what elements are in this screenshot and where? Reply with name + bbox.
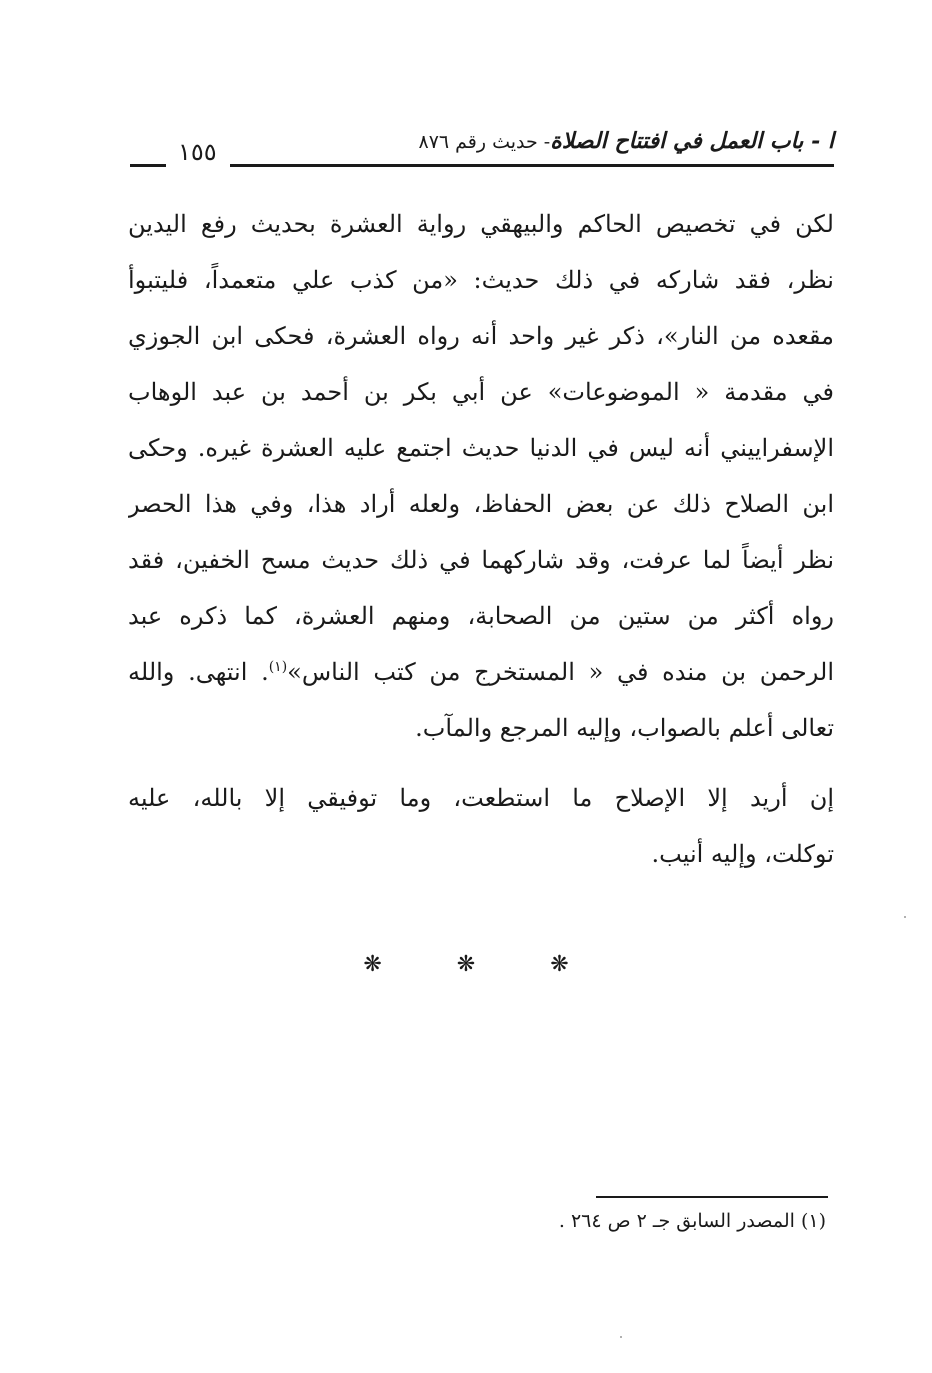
- text-line: توكلت، وإليه أنيب.: [651, 840, 834, 868]
- footnote: (١) المصدر السابق جـ ٢ ص ٢٦٤ .: [558, 1210, 826, 1232]
- main-text: [128, 196, 834, 882]
- page-number-dash: [130, 164, 166, 167]
- text-line-with-footnote: [128, 644, 834, 700]
- header-rule: [230, 164, 834, 167]
- text-line: نظر أيضاً لما عرفت، وقد شاركهما في ذلك حديث مسح الخفين، فقد: [128, 546, 834, 574]
- text-line: لكن في تخصيص الحاكم والبيهقي رواية العشرة بحديث رفع اليدين: [128, 210, 834, 238]
- text-line: مقعده من النار»، ذكر غير واحد أنه رواه العشرة، فحكى ابن الجوزي: [128, 322, 834, 350]
- paragraph-2: [128, 770, 834, 882]
- page-number: ١٥٥: [178, 138, 217, 166]
- text-line: في مقدمة « الموضوعات» عن أبي بكر بن أحمد بن عبد الوهاب: [128, 378, 834, 406]
- text-segment: . انتهى. والله: [128, 658, 269, 686]
- section-separator: ❋ ❋ ❋: [363, 952, 603, 977]
- footnote-rule: [596, 1196, 828, 1198]
- chapter-title: [419, 128, 835, 154]
- text-line: نظر، فقد شاركه في ذلك حديث: «من كذب علي متعمداً، فليتبوأ: [128, 266, 834, 294]
- scan-speck: [620, 1336, 622, 1338]
- text-line: تعالى أعلم بالصواب، وإليه المرجع والمآب.: [415, 714, 834, 742]
- text-line: إن أريد إلا الإصلاح ما استطعت، وما توفيقي إلا بالله، عليه: [128, 784, 834, 812]
- text-line: الإسفراييني أنه ليس في الدنيا حديث اجتمع عليه العشرة غيره. وحكى: [128, 434, 834, 462]
- hadith-number: - حديث رقم ٨٧٦: [418, 131, 551, 153]
- text-line: ابن الصلاح ذلك عن بعض الحفاظ، ولعله أراد هذا، وفي هذا الحصر: [128, 490, 834, 518]
- chapter-name: ا - باب العمل في افتتاح الصلاة: [550, 128, 834, 154]
- running-header: [128, 128, 834, 172]
- text-line: رواه أكثر من ستين من الصحابة، ومنهم العشرة، كما ذكره عبد: [128, 602, 834, 630]
- scan-speck: [904, 916, 906, 918]
- paragraph-1: [128, 196, 834, 756]
- footnote-reference: (١): [268, 659, 288, 675]
- text-segment: الرحمن بن منده في « المستخرج من كتب الناس»: [287, 658, 834, 686]
